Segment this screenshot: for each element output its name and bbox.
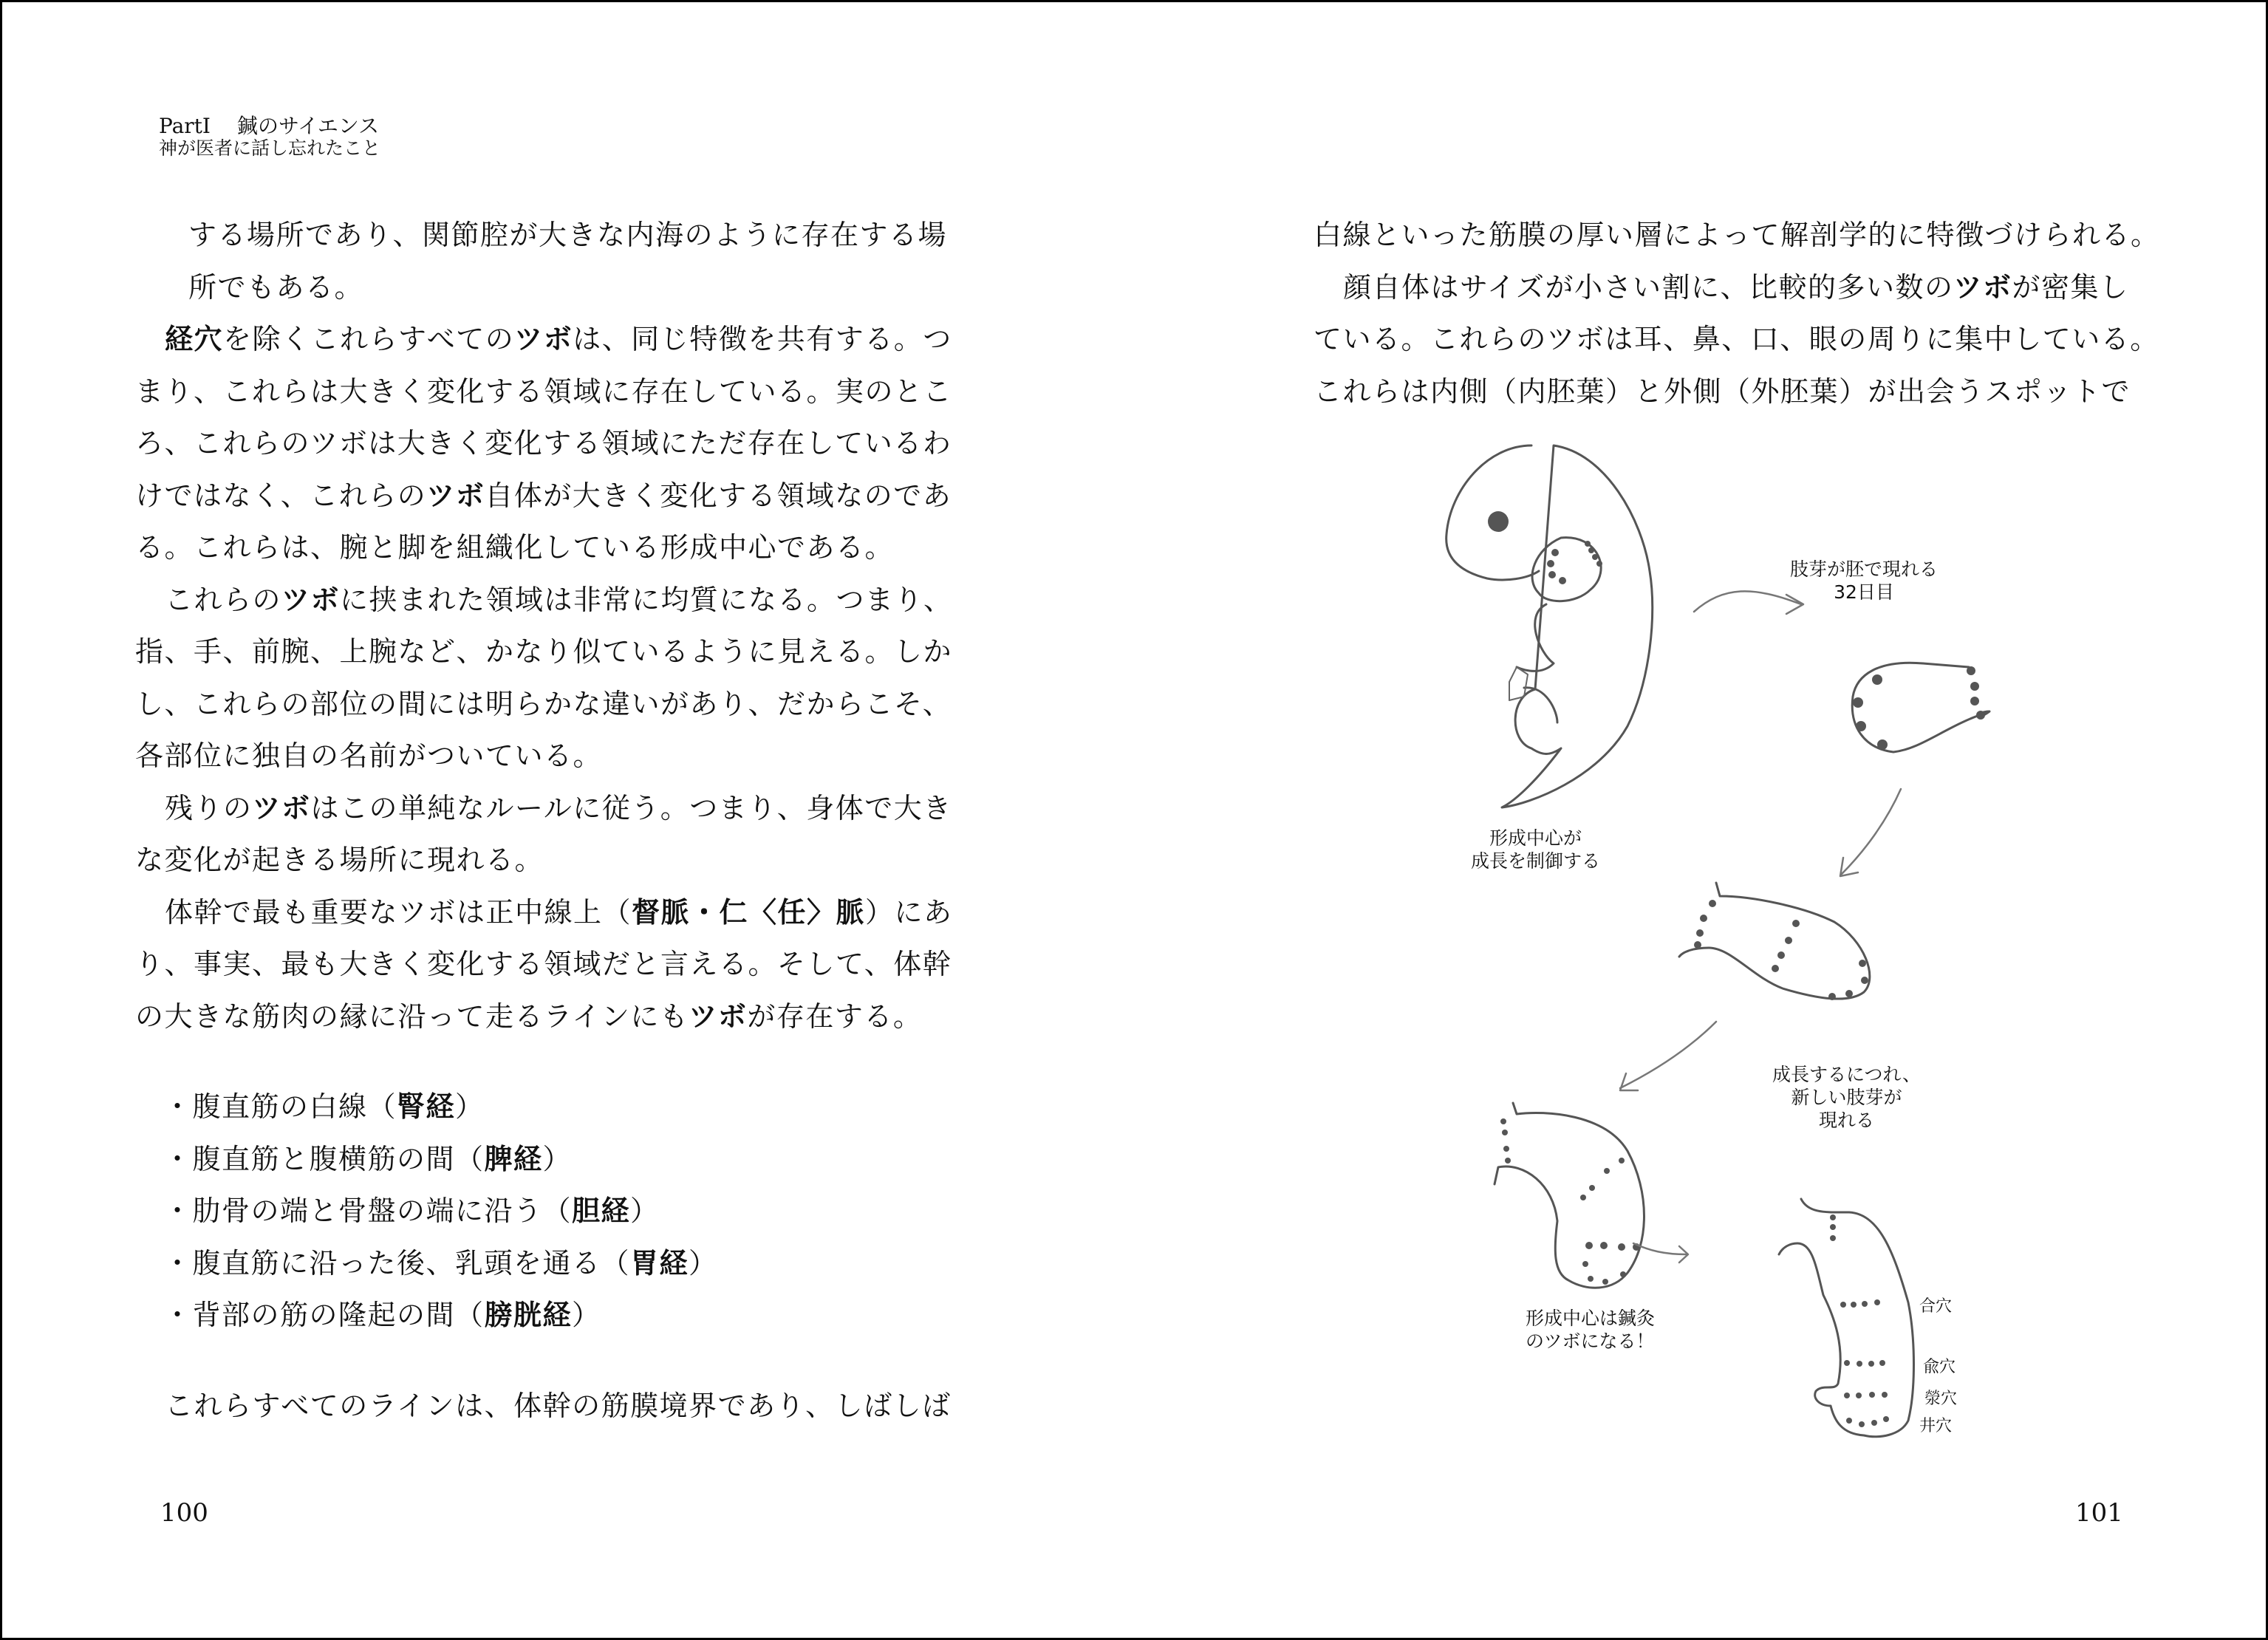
page-number-left: 100 [160, 1498, 208, 1528]
text-run: ・肋骨の端と骨盤の端に沿う（ [163, 1195, 573, 1227]
text-line [135, 626, 977, 678]
text-line [135, 262, 977, 314]
paragraph [135, 782, 977, 886]
arrow-right [1633, 1243, 1688, 1263]
text-run: は、同じ特徴を共有する。つ [573, 323, 952, 355]
label-becomes-acupoints [1526, 1307, 1655, 1353]
text-run: これらの [165, 583, 282, 616]
text-run: の大きな筋肉の縁に沿って走るラインにも [135, 1000, 689, 1033]
text-run: 体幹で最も重要なツボは正中線上（ [165, 895, 632, 929]
list-item [135, 1081, 977, 1133]
label-line: 形成中心は鍼灸 [1526, 1308, 1656, 1329]
text-run: 所でもある。 [188, 270, 364, 304]
label-new-buds [1772, 1063, 1921, 1132]
label-limb-bud-day32 [1790, 558, 1938, 604]
running-head [159, 115, 380, 160]
text-run: が密集し [2012, 270, 2129, 304]
text-line [135, 470, 977, 522]
arrow-to-bud [1694, 591, 1803, 614]
text-line [135, 991, 977, 1043]
text-line [135, 730, 977, 782]
book-title: 神が医者に話し忘れたこと [159, 137, 381, 160]
text-run: ）にあ [865, 895, 953, 929]
bold-term: 経穴 [165, 322, 224, 355]
text-run: 残りの [165, 791, 253, 824]
text-line [135, 574, 977, 626]
text-run: を除くこれらすべての [223, 323, 515, 355]
text-run: ・腹直筋に沿った後、乳頭を通る（ [163, 1246, 631, 1279]
bold-term: 胃経 [630, 1246, 689, 1279]
text-run: する場所であり、関節腔が大きな内海のように存在する場 [188, 219, 948, 251]
paragraph [135, 313, 977, 574]
text-line [1314, 209, 2160, 262]
text-run: ・腹直筋と腹横筋の間（ [163, 1142, 485, 1175]
arrow-down-1 [1840, 789, 1901, 876]
text-run: はこの単純なルールに従う。つまり、身体で大き [310, 791, 952, 824]
bold-term: ツボ [1953, 270, 2012, 304]
figure-drawing [1406, 431, 2145, 1465]
text-line [1314, 366, 2156, 418]
text-run: ） [689, 1246, 718, 1279]
text-line [135, 366, 977, 418]
acupoint-label-ying: 滎穴 [1924, 1390, 1958, 1408]
running-head-part [159, 115, 380, 138]
embryo-cord [1509, 667, 1528, 700]
embryo-bud-dots [1547, 541, 1602, 584]
label-line: 肢芽が胚で現れる [1790, 558, 1939, 580]
page-number-right: 101 [2075, 1498, 2123, 1528]
text-run: ・腹直筋の白線（ [163, 1090, 397, 1123]
text-line [1314, 262, 2156, 314]
right-page-body [1314, 209, 2160, 417]
label-line: 成長するにつれ、 [1772, 1064, 1922, 1085]
text-run: が存在する。 [747, 1000, 923, 1033]
bold-term: ツボ [689, 999, 748, 1033]
label-line: 新しい肢芽が [1791, 1087, 1902, 1108]
list-item [135, 1133, 977, 1186]
label-line: 形成中心が [1489, 827, 1582, 849]
bold-term: ツボ [426, 478, 485, 512]
text-run: ） [630, 1195, 660, 1227]
paragraph [135, 574, 977, 782]
text-run: 各部位に独自の名前がついている。 [135, 739, 603, 772]
text-run: ・背部の筋の隆起の間（ [163, 1299, 485, 1331]
text-line [135, 782, 977, 835]
bold-term: 胆経 [572, 1194, 631, 1227]
limb-bud-drawing [1852, 663, 1989, 752]
meridian-list [135, 1081, 977, 1342]
text-run: に挟まれた領域は非常に均質になる。つまり、 [340, 583, 953, 616]
text-run: まり、これらは大きく変化する領域に存在している。実のとこ [135, 375, 953, 408]
text-run: これらは内側（内胚葉）と外側（外胚葉）が出会うスポットで [1314, 375, 2131, 408]
arm-drawing [1779, 1199, 1914, 1437]
text-run: これらすべてのラインは、体幹の筋膜境界であり、しばしば [165, 1389, 952, 1422]
embryo-eye [1488, 511, 1509, 532]
bold-term: 脾経 [484, 1141, 543, 1175]
label-line: 32日目 [1834, 581, 1894, 603]
text-run: ） [572, 1299, 601, 1331]
bold-term: 膀胱経 [484, 1298, 573, 1331]
bold-term: ツボ [281, 582, 341, 616]
text-run: 指、手、前腕、上腕など、かなり似ているように見える。しか [135, 635, 953, 668]
limb-development-figure [1406, 431, 2145, 1465]
acupoint-label-shu: 兪穴 [1923, 1358, 1956, 1376]
text-line [135, 417, 977, 470]
text-line [135, 678, 977, 731]
bold-term: 腎経 [397, 1090, 456, 1123]
text-run: ） [455, 1090, 485, 1123]
text-line [135, 313, 977, 366]
label-line: 現れる [1819, 1110, 1875, 1131]
text-run: し、これらの部位の間には明らかな違いがあり、だからこそ、 [135, 687, 952, 720]
embryo-outline [1446, 445, 1653, 807]
bold-term: ツボ [252, 790, 311, 824]
part-title: 鍼のサイエンス [236, 114, 380, 138]
paragraph [135, 1380, 977, 1432]
text-line [135, 886, 977, 939]
text-line [135, 938, 977, 991]
text-run: ている。これらのツボは耳、鼻、口、眼の周りに集中している。 [1314, 323, 2159, 355]
text-line [135, 1380, 977, 1432]
text-line [135, 522, 977, 574]
text-line [135, 834, 977, 886]
text-run: けではなく、これらの [135, 479, 427, 512]
text-run: な変化が起きる場所に現れる。 [135, 844, 544, 876]
text-run: 顔自体はサイズが小さい割に、比較的多い数の [1343, 270, 1954, 304]
limb-elbow-drawing [1495, 1103, 1644, 1288]
text-run: り、事実、最も大きく変化する領域だと言える。そして、体幹 [135, 948, 952, 980]
text-line [1314, 313, 2159, 366]
text-line [135, 209, 977, 262]
embryo-drawing [1446, 445, 1653, 807]
bold-term: 督脈・仁〈任〉脈 [632, 895, 866, 929]
left-page-body [135, 209, 977, 1432]
bold-term: ツボ [514, 322, 573, 355]
paragraph [135, 209, 977, 313]
part-number: PartⅠ [159, 114, 211, 138]
list-item [135, 1289, 977, 1342]
list-item [135, 1237, 977, 1290]
paragraph [135, 886, 977, 1043]
label-line: のツボになる！ [1526, 1330, 1655, 1352]
text-run: 自体が大きく変化する領域なのであ [485, 479, 952, 512]
label-organizing-center [1471, 827, 1600, 872]
list-item [135, 1185, 977, 1237]
acupoint-label-he: 合穴 [1919, 1297, 1953, 1316]
acupoint-label-jing: 井穴 [1919, 1417, 1953, 1435]
label-line: 成長を制御する [1471, 850, 1601, 872]
text-run: ） [542, 1142, 573, 1175]
text-run: 白線といった筋膜の厚い層によって解剖学的に特徴づけられる。 [1314, 219, 2160, 251]
arrow-down-2 [1620, 1022, 1716, 1090]
text-run: ろ、これらのツボは大きく変化する領域にただ存在しているわ [135, 427, 952, 459]
limb-paddle-drawing [1679, 883, 1870, 1000]
text-run: る。これらは、腕と脚を組織化している形成中心である。 [135, 531, 895, 564]
